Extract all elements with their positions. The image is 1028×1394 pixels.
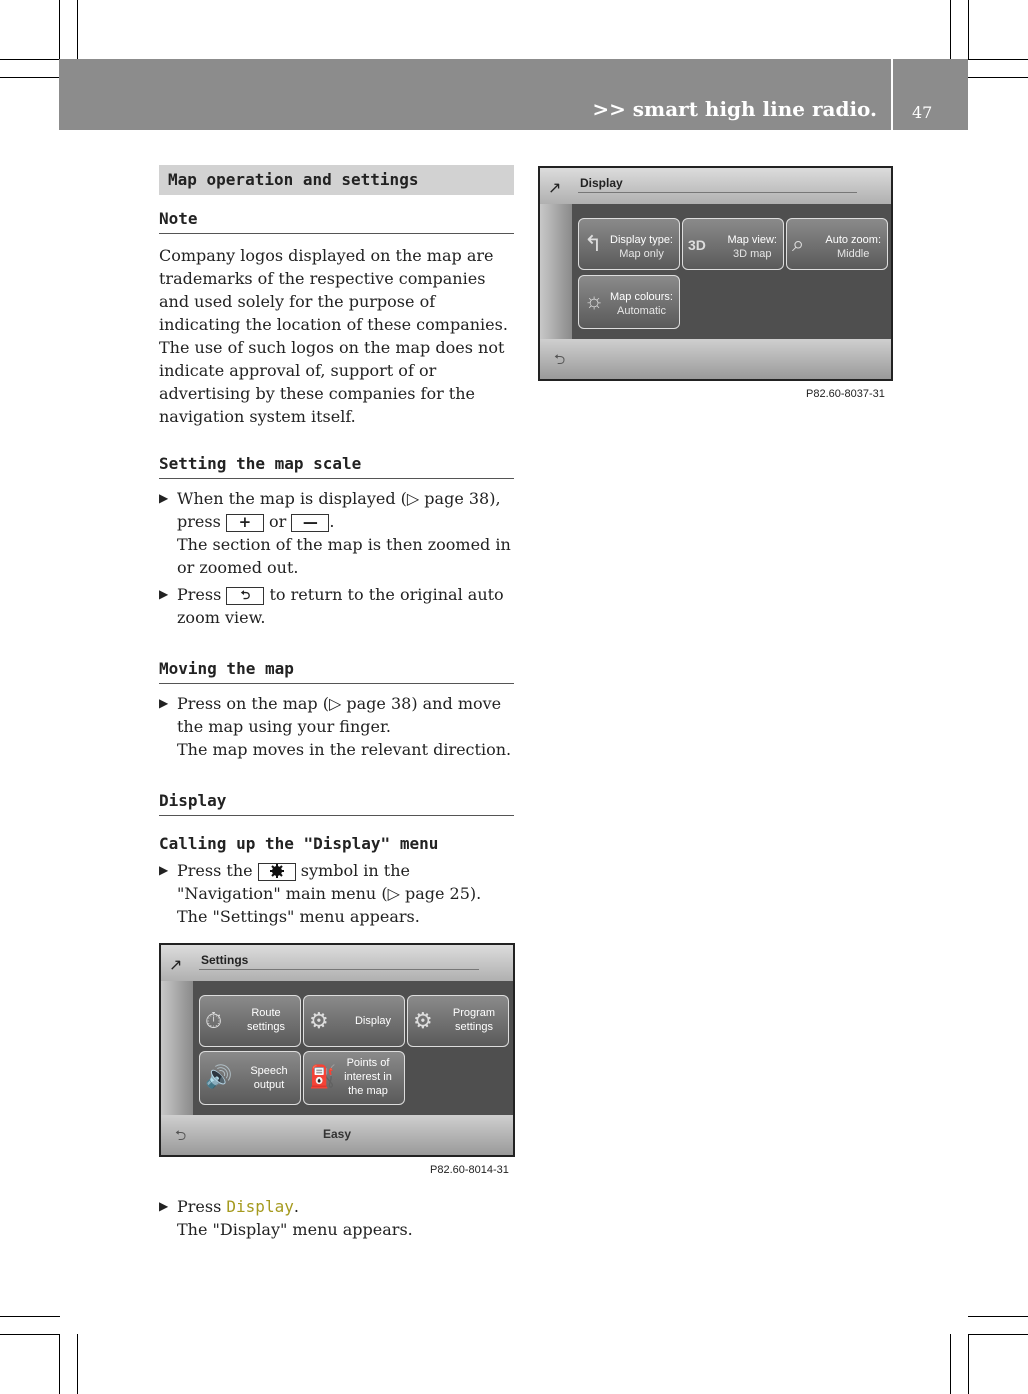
list-item	[159, 583, 514, 629]
display-type-icon: ↰	[584, 231, 603, 256]
crop-mark	[968, 1316, 1028, 1317]
display-caption: P82.60-8037-31	[806, 388, 885, 400]
bullet-result: The map moves in the relevant direction.	[177, 740, 512, 759]
crop-mark	[0, 1334, 60, 1335]
map-view-tile[interactable]	[682, 218, 784, 270]
left-column	[159, 165, 514, 928]
bullet-text: Press	[177, 1197, 222, 1216]
tile-label: Program settings	[452, 1007, 496, 1033]
settings-caption: P82.60-8014-31	[430, 1164, 509, 1176]
list-item	[159, 487, 514, 579]
crop-mark	[968, 77, 1028, 78]
speaker-icon: 🔊	[205, 1064, 233, 1089]
tile-label: Map view: 3D map	[727, 234, 777, 260]
header-title: >> smart high line radio.	[592, 97, 877, 121]
screen-sidebar	[161, 981, 193, 1115]
tile-label: Points of interest in the map	[344, 1057, 392, 1097]
gear-icon: ⚙	[309, 1008, 329, 1033]
list-item	[159, 692, 514, 761]
crop-mark	[968, 1334, 1028, 1335]
page-number-box	[893, 59, 968, 130]
back-key-icon: ⮌	[226, 587, 264, 605]
tile-label: Speech output	[250, 1065, 288, 1091]
route-settings-tile[interactable]	[199, 995, 301, 1047]
crop-mark	[77, 0, 78, 60]
section-title: Map operation and settings	[159, 165, 514, 195]
bullet-result: The "Settings" menu appears.	[177, 907, 420, 926]
speech-output-tile[interactable]	[199, 1051, 301, 1105]
divider	[578, 192, 857, 193]
bullet-result: The "Display" menu appears.	[177, 1220, 413, 1239]
back-icon[interactable]: ⮌	[554, 351, 566, 367]
bullet-text: .	[293, 1197, 299, 1216]
bullet-result: The section of the map is then zoomed in or zoomed out.	[177, 535, 511, 577]
page-number: 47	[912, 103, 933, 122]
crop-mark	[77, 1334, 78, 1394]
divider	[199, 969, 479, 970]
crop-mark	[950, 1334, 951, 1394]
crop-mark	[0, 77, 60, 78]
crop-mark	[0, 59, 60, 60]
magnifier-icon: ⌕	[792, 231, 805, 256]
bullet-text: symbol in the "Navigation" main menu (▷ page 25).	[177, 861, 482, 903]
note-text: Company logos displayed on the map are trademarks of the respective companies and used solely for the purpose of indicating the location of these companies. The use of such logos on the map does not indicate approval of, support of or advertising by these companies for the navigation system itself.	[159, 246, 508, 426]
screen-bottom-bar	[540, 339, 891, 379]
screen-title-bar	[161, 945, 513, 981]
settings-screenshot	[159, 943, 515, 1157]
tile-label: Map colours: Automatic	[610, 291, 673, 317]
screen-bottom-bar	[161, 1115, 513, 1155]
screen-title: Display	[580, 176, 623, 190]
crop-mark	[968, 1334, 969, 1394]
note-heading: Note	[159, 207, 514, 234]
screen-title: Settings	[201, 953, 249, 967]
screen-title-bar	[540, 168, 891, 204]
bullet-text: to return to the original auto zoom view.	[177, 585, 504, 627]
zoom-out-key: —	[291, 514, 329, 532]
3d-icon: 3D	[688, 237, 706, 253]
crop-mark	[968, 0, 969, 60]
tile-label: Display	[354, 1015, 392, 1027]
bullet-text: When the map is displayed (▷ page 38), press	[177, 489, 501, 531]
display-subheading: Calling up the "Display" menu	[159, 834, 439, 853]
day-night-icon: ☼	[584, 288, 605, 313]
auto-zoom-tile[interactable]	[786, 218, 888, 270]
display-type-tile[interactable]	[578, 218, 680, 270]
page-header	[59, 59, 891, 130]
crop-mark	[968, 59, 1028, 60]
display-heading: Display	[159, 789, 514, 816]
tile-label: Auto zoom: Middle	[825, 234, 881, 260]
easy-button[interactable]: Easy	[322, 1127, 352, 1141]
list-item	[159, 1195, 532, 1241]
gear-icon: ⚙	[413, 1008, 433, 1033]
screen-sidebar	[540, 204, 572, 339]
display-link: Display	[226, 1197, 294, 1216]
bullet-text: .	[329, 512, 335, 531]
crop-mark	[0, 1316, 60, 1317]
back-arrow-icon: ↗	[169, 957, 183, 974]
map-scale-heading: Setting the map scale	[159, 452, 514, 479]
bullet-text: Press the	[177, 861, 253, 880]
bullet-text: or	[268, 512, 287, 531]
list-item	[159, 859, 514, 928]
bullet-text: ▶ Press on the map (▷ page 38) and move the map using your finger.	[177, 694, 502, 736]
crop-mark	[950, 0, 951, 60]
zoom-in-key: +	[226, 514, 264, 532]
program-settings-tile[interactable]	[407, 995, 509, 1047]
bullet-text: Press	[177, 585, 222, 604]
tile-label: Route settings	[247, 1007, 285, 1033]
crop-mark	[59, 0, 60, 60]
back-arrow-icon: ↗	[548, 180, 562, 197]
fuel-pump-icon: ⛽	[309, 1064, 337, 1089]
stopwatch-icon: ⏱	[205, 1008, 223, 1033]
moving-heading: Moving the map	[159, 657, 514, 684]
display-tile[interactable]	[303, 995, 405, 1047]
tile-label: Display type: Map only	[610, 234, 673, 260]
poi-tile[interactable]	[303, 1051, 405, 1105]
crop-mark	[59, 1334, 60, 1394]
map-colours-tile[interactable]	[578, 275, 680, 329]
display-screenshot	[538, 166, 893, 381]
gear-icon	[258, 863, 296, 881]
back-icon[interactable]: ⮌	[175, 1127, 187, 1143]
